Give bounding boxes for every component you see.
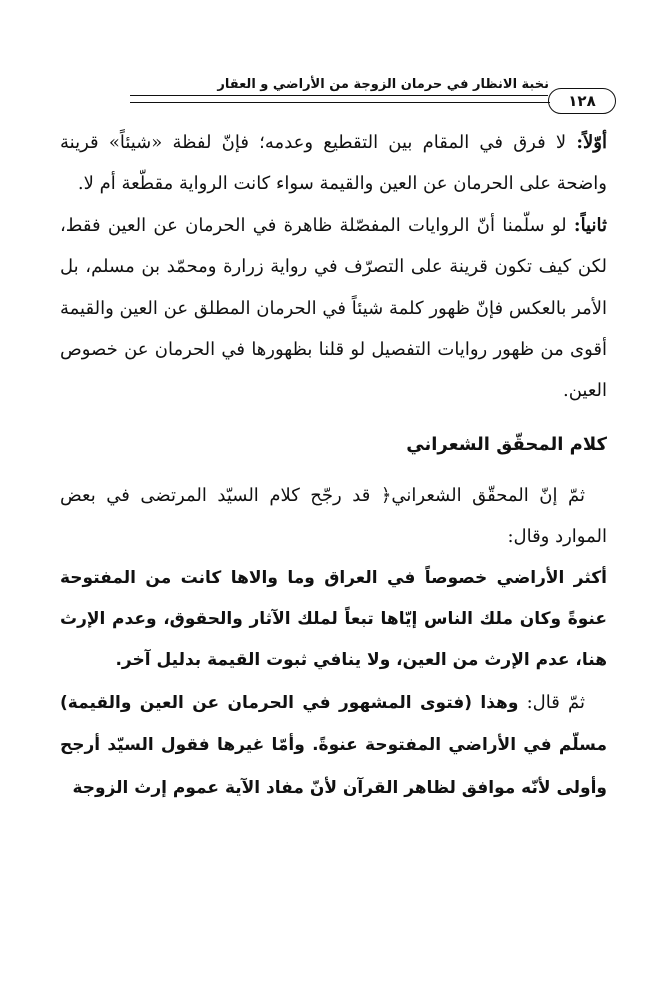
paragraph-text: لا فرق في المقام بين التقطيع وعدمه؛ فإنّ لفظة «شيئاً» قرينة واضحة على الحرمان عن العين والقيمة سواء كانت الرواية مقطّعة أم لا. (60, 132, 607, 195)
header-rule-lower (130, 102, 550, 103)
page-body (60, 122, 607, 809)
header-rule (130, 95, 548, 96)
paragraph-text: ثمّ قال: (518, 691, 585, 713)
page-number: ١٢٨ (548, 88, 616, 114)
paragraph-first-point (60, 122, 607, 205)
quoted-passage: أكثر الأراضي خصوصاً في العراق وما والاها كانت من المفتوحة عنوةً وكان ملك الناس إيّاها تبعاً لملك الآثار والحقوق، وعدم الإرث هنا، عدم الإرث من العين، ولا ينافي ثبوت القيمة بدليل آخر. (60, 567, 607, 671)
quoted-passage: وهذا (فتوى المشهور في الحرمان عن العين والقيمة) مسلّم في الأراضي المفتوحة عنوةً. وأمّا غيرها فقول السيّد أرجح وأولى لأنّه موافق لظاهر القرآن لأنّ مفاد الآية عموم إرث الزوجة (60, 692, 607, 798)
running-header (0, 64, 667, 128)
running-title: نخبة الانظار في حرمان الزوجة من الأراضي و العقار (217, 77, 549, 92)
paragraph-second-quote (60, 682, 607, 809)
point-label-first: أوّلاً: (576, 132, 607, 153)
paragraph-intro: ثمّ إنّ المحقّق الشعراني﴿ قد رجّح كلام السيّد المرتضى في بعض الموارد وقال: (60, 484, 607, 548)
section-heading: كلام المحقّق الشعراني (406, 433, 607, 455)
point-label-second: ثانياً: (573, 214, 607, 236)
paragraph-text: لو سلّمنا أنّ الروايات المفصّلة ظاهرة في الحرمان عن العين فقط، لكن كيف تكون قرينة على التصرّف في رواية زرارة ومحمّد بن مسلم، بل الأمر بالعكس فإنّ ظهور كلمة شيئاً في الحرمان المطلق عن العين والقيمة أقوى من ظهور روايات التفصيل لو قلنا بظهورها في الحرمان عن خصوص العين. (60, 214, 607, 402)
paragraph-second-point (60, 205, 607, 412)
